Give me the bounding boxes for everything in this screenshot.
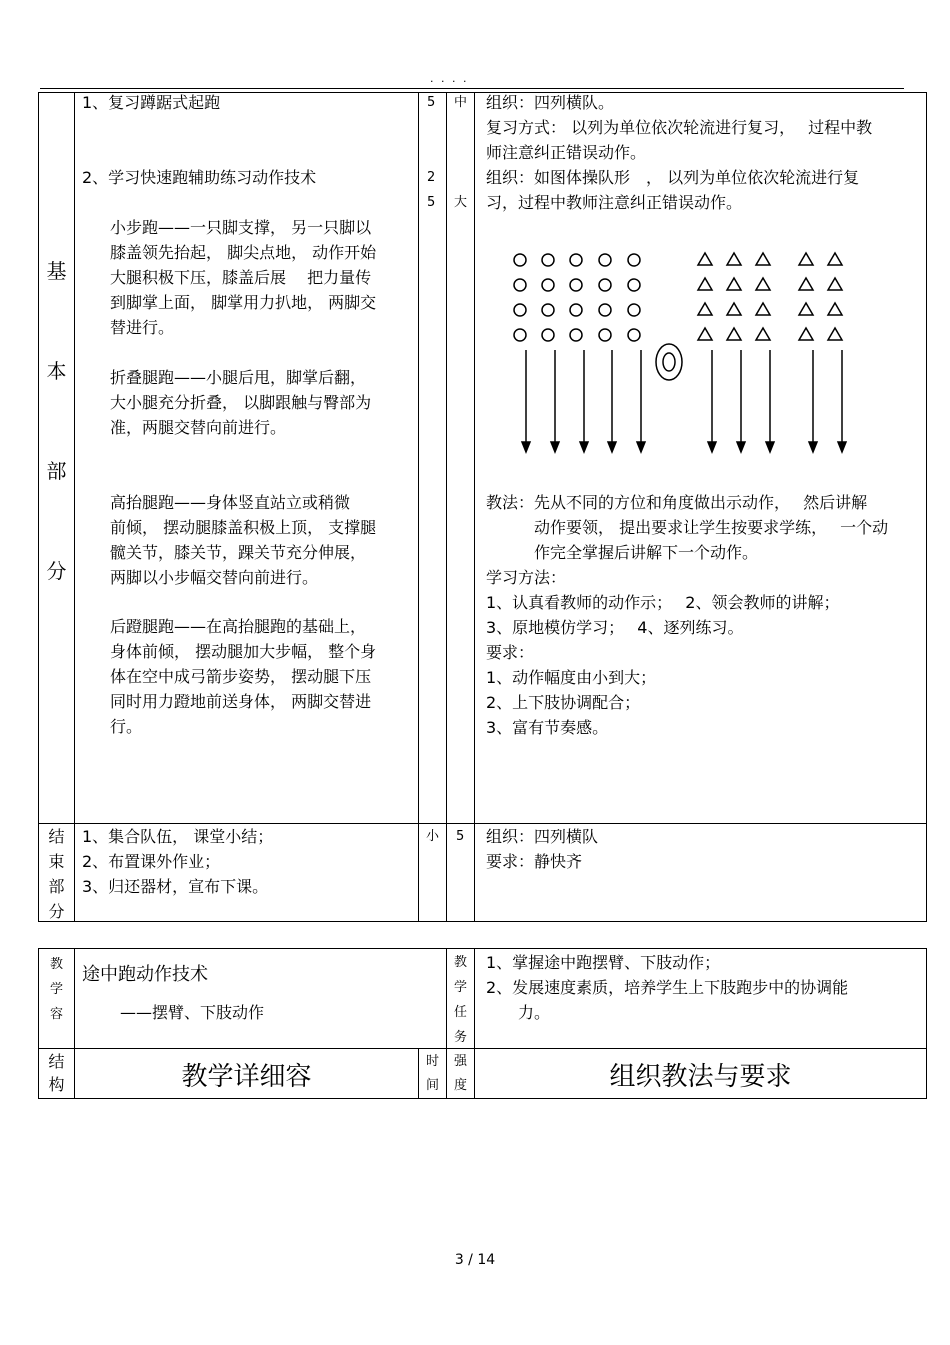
- text-line: 1、集合队伍， 课堂小结；: [82, 827, 274, 846]
- time-value: 5: [427, 195, 436, 210]
- label-char: 任: [453, 1005, 467, 1020]
- page-number: 3 / 14: [454, 1252, 496, 1268]
- label-char: 部: [46, 459, 67, 483]
- formation-diagram: [500, 240, 860, 460]
- label-char: 时: [425, 1054, 439, 1069]
- col-divider-1: [74, 92, 75, 922]
- text-line: 两脚以小步幅交替向前进行。: [110, 568, 319, 587]
- label-char: 学: [49, 982, 63, 997]
- label-char: 容: [49, 1007, 63, 1022]
- text-line: 力。: [486, 1003, 551, 1022]
- text-line: 后蹬腿跑——在高抬腿跑的基础上，: [110, 617, 367, 636]
- time-value: 2: [427, 170, 436, 185]
- header-dots: . . . .: [430, 72, 469, 85]
- text-line: 作完全掌握后讲解下一个动作。: [486, 543, 759, 562]
- end-content: [82, 824, 273, 899]
- label-char: 基: [46, 259, 67, 283]
- time-value: 5: [427, 95, 436, 110]
- label-char: 分: [48, 902, 65, 921]
- text-line: 动作要领， 提出要求让学生按要求学练， 一个动: [486, 518, 889, 537]
- text-line: 3、富有节奏感。: [486, 718, 609, 737]
- table2-top-border: [38, 948, 927, 949]
- step-fold-run: [110, 365, 371, 440]
- end-org: [486, 824, 598, 874]
- label-char: 结: [48, 1052, 65, 1071]
- label-char: 部: [48, 877, 65, 896]
- label-char: 结: [48, 827, 65, 846]
- time-label: [419, 1050, 446, 1098]
- basic-section-label: [39, 255, 74, 655]
- text-line: 体在空中成弓箭步姿势， 摆动腿下压: [110, 667, 372, 686]
- text-line: 2、上下肢协调配合；: [486, 693, 641, 712]
- label-char: 度: [453, 1078, 467, 1093]
- study-title: 学习方法：: [486, 568, 567, 587]
- requirements-title: 要求：: [486, 643, 535, 662]
- text-line: 身体前倾， 摆动腿加大步幅， 整个身: [110, 642, 377, 661]
- label-char: 分: [46, 559, 67, 583]
- text-line: 大腿积极下压，膝盖后展 把力量传: [110, 268, 372, 287]
- label-char: 束: [48, 852, 65, 871]
- text-line: 小步跑——一只脚支撑， 另一只脚以: [110, 218, 372, 237]
- table-right-border: [926, 92, 927, 922]
- lesson-subtitle: ——摆臂、下肢动作: [120, 1003, 265, 1022]
- text-line: 行。: [110, 717, 143, 736]
- text-line: 要求：静快齐: [486, 852, 583, 871]
- text-line: 习，过程中教师注意纠正错误动作。: [486, 193, 743, 212]
- label-char: 强: [453, 1054, 467, 1069]
- text-line: 高抬腿跑——身体竖直站立或稍微: [110, 493, 351, 512]
- end-intensity: 小: [426, 829, 440, 844]
- student-circles: [514, 254, 640, 341]
- text-line: 到脚掌上面， 脚掌用力扒地， 两脚交: [110, 293, 377, 312]
- text-line: 准，两腿交替向前进行。: [110, 418, 287, 437]
- label-char: 学: [453, 980, 467, 995]
- teacher-marker: [656, 344, 682, 380]
- lesson-title: 途中跑动作技术: [82, 964, 208, 985]
- label-char: 本: [46, 359, 67, 383]
- text-line: 同时用力蹬地前送身体， 两脚交替进: [110, 692, 372, 711]
- intensity-value: 大: [454, 195, 468, 210]
- teaching-method: [486, 490, 888, 740]
- text-line: 组织：四列横队。: [486, 93, 615, 112]
- table2-right-border: [926, 948, 927, 1099]
- step-high-knee: [110, 490, 376, 590]
- step-back-kick: [110, 614, 376, 739]
- text-line: 1、动作幅度由小到大；: [486, 668, 657, 687]
- col-divider-4: [474, 92, 475, 922]
- table2-mid-border: [38, 1048, 927, 1049]
- detail-header: 教学详细容: [181, 1062, 312, 1092]
- table2-bottom-border: [38, 1098, 927, 1099]
- text-line: 膝盖领先抬起， 脚尖点地， 动作开始: [110, 243, 377, 262]
- label-char: 教: [49, 957, 63, 972]
- text-line: 前倾， 摆动腿膝盖积极上顶， 支撑腿: [110, 518, 377, 537]
- text-line: 3、归还器材，宣布下课。: [82, 877, 269, 896]
- content-item-2: 2、学习快速跑辅助练习动作技术: [82, 168, 317, 187]
- intensity-value: 中: [454, 95, 468, 110]
- text-line: 大小腿充分折叠， 以脚跟触与臀部为: [110, 393, 372, 412]
- text-line: 折叠腿跑——小腿后甩，脚掌后翻，: [110, 368, 367, 387]
- student-triangles: [698, 253, 842, 340]
- text-line: 组织：如图体操队形 ， 以列为单位依次轮流进行复: [486, 168, 860, 187]
- text-line: 教法：先从不同的方位和角度做出示动作， 然后讲解: [486, 493, 868, 512]
- col-divider-2: [418, 92, 419, 922]
- intensity-label: [447, 1050, 474, 1098]
- text-line: 1、掌握途中跑摆臂、下肢动作；: [486, 953, 721, 972]
- text-line: 师注意纠正错误动作。: [486, 143, 647, 162]
- end-section-label: [39, 824, 74, 924]
- org-text: [486, 90, 872, 215]
- table-bottom-border: [38, 921, 927, 922]
- text-line: 替进行。: [110, 318, 175, 337]
- task-list: [486, 950, 848, 1025]
- label-char: 教: [453, 955, 467, 970]
- text-line: 2、布置课外作业；: [82, 852, 221, 871]
- text-line: 复习方式： 以列为单位依次轮流进行复习， 过程中教: [486, 118, 873, 137]
- text-line: 组织：四列横队: [486, 827, 599, 846]
- step-small-run: [110, 215, 376, 340]
- label-char: 构: [48, 1075, 65, 1094]
- label-char: 间: [425, 1078, 439, 1093]
- label-char: 务: [453, 1030, 467, 1045]
- structure-label: [39, 1050, 74, 1096]
- content-label: [39, 952, 74, 1027]
- text-line: 2、发展速度素质，培养学生上下肢跑步中的协调能: [486, 978, 849, 997]
- end-time: 5: [456, 829, 465, 844]
- header-rule: [40, 88, 904, 89]
- task-label: [447, 950, 474, 1050]
- text-line: 1、认真看教师的动作示； 2、领会教师的讲解；: [486, 593, 840, 612]
- text-line: 3、原地模仿学习； 4、逐列练习。: [486, 618, 744, 637]
- text-line: 髋关节，膝关节，踝关节充分伸展，: [110, 543, 367, 562]
- org-header: 组织教法与要求: [609, 1062, 792, 1092]
- run-direction-arrows: [522, 350, 846, 452]
- content-item-1: 1、复习蹲踞式起跑: [82, 93, 221, 112]
- col-divider-3: [446, 92, 447, 922]
